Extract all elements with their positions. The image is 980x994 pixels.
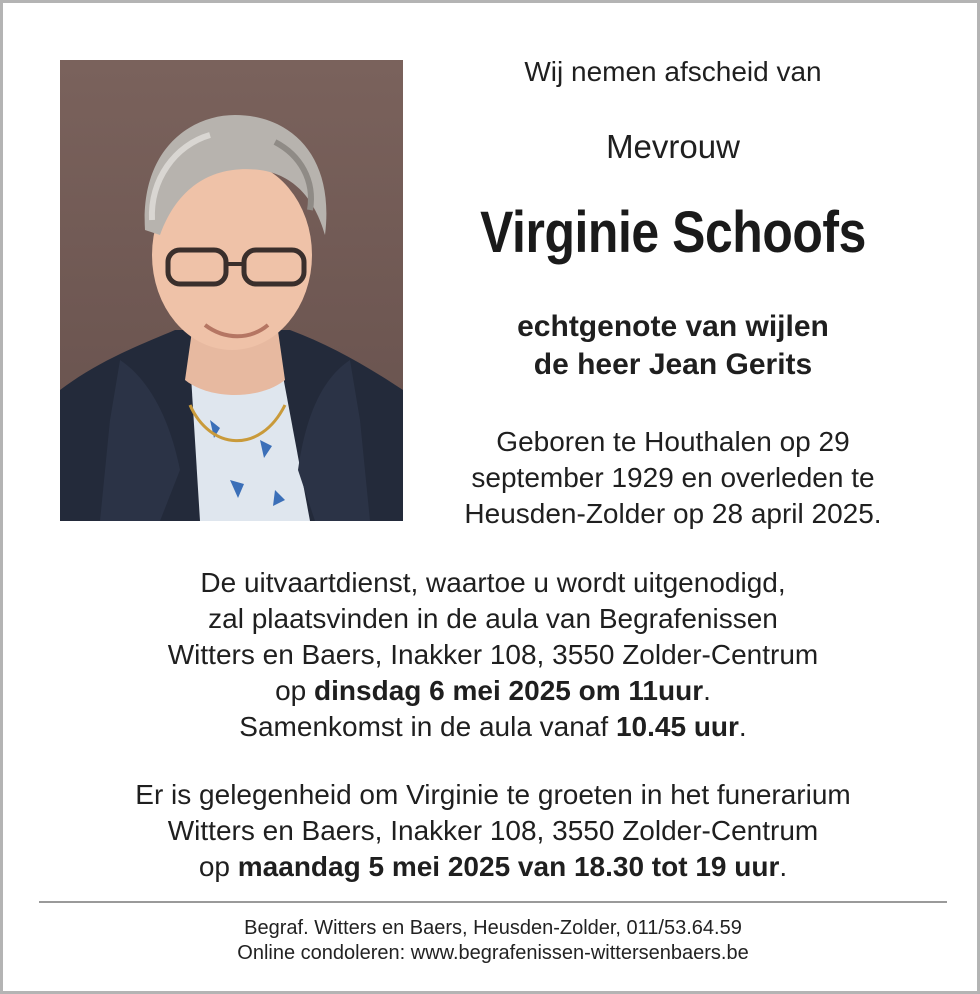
gathering-time-line: Samenkomst in de aula vanaf 10.45 uur. xyxy=(239,711,747,742)
title-prefix: Mevrouw xyxy=(606,128,740,165)
visit-line-2: Witters en Baers, Inakker 108, 3550 Zolder-Centrum xyxy=(167,815,819,846)
visitation-block xyxy=(43,777,943,885)
funeral-service-block xyxy=(43,565,943,745)
footer-divider xyxy=(39,901,947,903)
gathering-time: 10.45 uur xyxy=(615,711,739,742)
birth-death-block xyxy=(423,424,923,532)
service-date-line: op dinsdag 6 mei 2025 om 11uur. xyxy=(275,675,711,706)
service-line-2: zal plaatsvinden in de aula van Begrafenissen xyxy=(208,603,778,634)
birth-line-2: september 1929 en overleden te xyxy=(471,462,875,493)
birth-line-3: Heusden-Zolder op 28 april 2025. xyxy=(464,498,882,529)
service-date: dinsdag 6 mei 2025 om 11uur xyxy=(314,675,704,706)
intro-line: Wij nemen afscheid van xyxy=(524,56,822,87)
service-line-3: Witters en Baers, Inakker 108, 3550 Zolder-Centrum xyxy=(167,639,819,670)
spouse-line-2: de heer Jean Gerits xyxy=(533,348,813,381)
footer xyxy=(43,916,943,966)
spouse-block xyxy=(433,308,913,384)
portrait-photo xyxy=(60,60,403,521)
service-line-1: De uitvaartdienst, waartoe u wordt uitgenodigd, xyxy=(200,567,786,598)
portrait-illustration xyxy=(60,60,403,521)
funeral-home-contact: Begraf. Witters en Baers, Heusden-Zolder, 011/53.64.59 xyxy=(244,917,742,939)
birth-line-1: Geboren te Houthalen op 29 xyxy=(496,426,850,457)
deceased-name: Virginie Schoofs xyxy=(480,200,866,265)
visit-line-1: Er is gelegenheid om Virginie te groeten in het funerarium xyxy=(135,779,851,810)
visit-date-line: op maandag 5 mei 2025 van 18.30 tot 19 uur. xyxy=(198,851,788,882)
spouse-line-1: echtgenote van wijlen xyxy=(517,310,829,343)
online-condolences-link[interactable]: Online condoleren: www.begrafenissen-wittersenbaers.be xyxy=(237,942,749,964)
visit-date: maandag 5 mei 2025 van 18.30 tot 19 uur xyxy=(237,851,780,882)
